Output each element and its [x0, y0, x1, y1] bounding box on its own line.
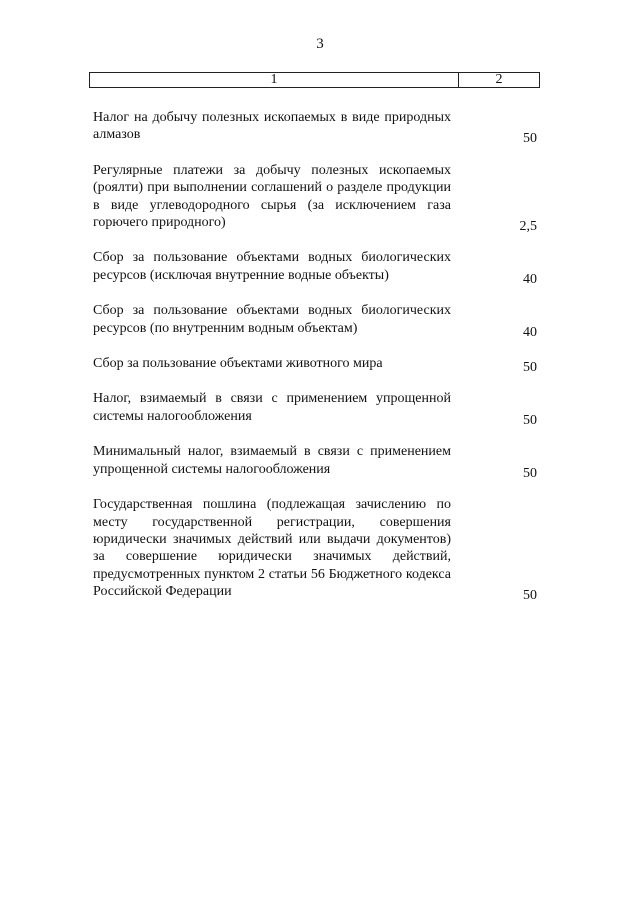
table-row [93, 443, 545, 481]
header-column-1: 1 [90, 73, 459, 87]
row-description: Государственная пошлина (подлежащая зачислению по месту государственной регистрации, совершения юридически значимых действий или выдачи документов) за совершение юридически значимых действий, предусмотренных пунктом 2 статьи 56 Бюджетного кодекса Российской Федерации [93, 497, 451, 600]
table-row [93, 355, 545, 376]
table-row [93, 496, 545, 604]
row-description: Налог на добычу полезных ископаемых в виде природных алмазов [93, 110, 451, 143]
row-description: Сбор за пользование объектами животного мира [93, 356, 383, 372]
row-value: 40 [523, 271, 537, 287]
row-description: Сбор за пользование объектами водных биологических ресурсов (по внутренним водным объектам) [93, 303, 451, 336]
row-value: 50 [523, 131, 537, 147]
row-value: 50 [523, 588, 537, 604]
row-description: Регулярные платежи за добычу полезных ископаемых (роялти) при выполнении соглашений о разделе продукции в виде углеводородного сырья (за исключением газа горючего природного) [93, 162, 451, 231]
row-description: Сбор за пользование объектами водных биологических ресурсов (исключая внутренние водные объекты) [93, 250, 451, 283]
row-value: 50 [523, 465, 537, 481]
table-row [93, 249, 545, 287]
table-header [89, 72, 540, 88]
table-row [93, 109, 545, 147]
row-value: 50 [523, 412, 537, 428]
row-description: Минимальный налог, взимаемый в связи с применением упрощенной системы налогообложения [93, 444, 451, 477]
row-value: 50 [523, 360, 537, 376]
table-row [93, 302, 545, 340]
row-description: Налог, взимаемый в связи с применением упрощенной системы налогообложения [93, 391, 451, 424]
row-value: 40 [523, 324, 537, 340]
table-row [93, 162, 545, 235]
page-number: 3 [316, 36, 324, 52]
table-row [93, 390, 545, 428]
row-value: 2,5 [519, 219, 537, 235]
header-column-2: 2 [495, 72, 503, 87]
table-body [93, 109, 545, 619]
